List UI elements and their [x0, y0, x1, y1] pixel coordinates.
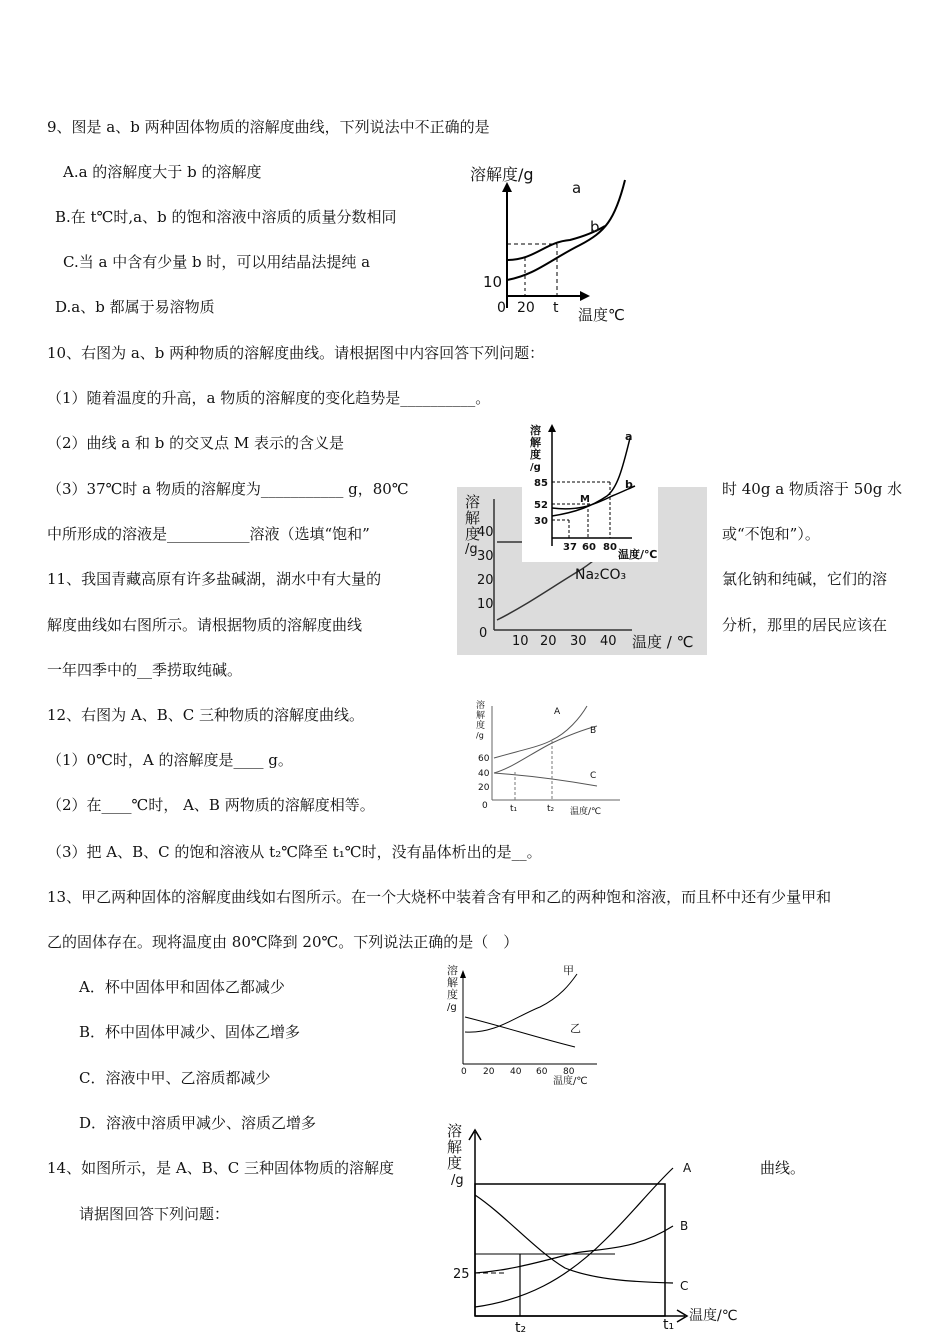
q14-fig-ylabel-4: /g	[451, 1173, 464, 1188]
q10-fig-y-tick-30: 30	[534, 516, 548, 527]
q10-fig-x-tick-60: 60	[582, 542, 596, 553]
q13-fig-curve-yi-label: 乙	[570, 1022, 581, 1035]
q10-fig-x-tick-80: 80	[603, 542, 617, 553]
q13-fig-xlabel: 温度/℃	[553, 1076, 588, 1087]
q13-fig-ylabel-4: /g	[447, 1002, 457, 1013]
q9-fig-x-tick-0: 0	[497, 300, 506, 316]
q13-option-b: B．杯中固体甲减少、固体乙增多	[79, 1023, 301, 1041]
q10-fig-x-tick-37: 37	[563, 542, 577, 553]
q14-fig-x-tick-t2: t₂	[515, 1320, 527, 1336]
q10-solubility-figure	[522, 416, 658, 562]
q11-fig-ylabel-4: /g	[465, 542, 478, 557]
q14-stem-left: 14、如图所示，是 A、B、C 三种固体物质的溶解度	[47, 1159, 394, 1177]
q9-fig-curve-a-label: a	[572, 179, 582, 197]
q14-fig-curve-a-label: A	[683, 1161, 692, 1175]
q9-stem: 9、图是 a、b 两种固体物质的溶解度曲线，下列说法中不正确的是	[47, 118, 490, 136]
q11-fig-x-tick-30: 30	[570, 634, 587, 649]
q12-fig-ylabel-2: 解	[476, 711, 486, 721]
q11-fig-series-label: Na₂CO₃	[575, 567, 627, 583]
q9-option-d: D.a、b 都属于易溶物质	[55, 298, 215, 316]
q11-line2-left: 解度曲线如右图所示。请根据物质的溶解度曲线	[47, 616, 363, 634]
q13-fig-x-tick-80: 80	[563, 1067, 575, 1077]
q10-part2: （2）曲线 a 和 b 的交叉点 M 表示的含义是	[47, 434, 345, 452]
q14-fig-ylabel-1: 溶	[447, 1122, 463, 1140]
q9-option-a: A.a 的溶解度大于 b 的溶解度	[63, 163, 262, 181]
q11-line2-right: 分析，那里的居民应该在	[722, 616, 888, 634]
q14-fig-curve-c-label: C	[680, 1279, 689, 1293]
q12-fig-ylabel-1: 溶	[476, 701, 486, 711]
q13-fig-x-tick-40: 40	[510, 1067, 522, 1077]
q10-part3-right: 时 40g a 物质溶于 50g 水	[722, 480, 903, 498]
q11-fig-y-tick-0: 0	[479, 626, 488, 641]
q11-line1-right: 氯化钠和纯碱，它们的溶	[722, 570, 888, 588]
q11-fig-x-tick-10: 10	[512, 634, 529, 649]
q12-fig-y-tick-60: 60	[478, 754, 490, 764]
q13-fig-x-tick-0: 0	[461, 1067, 467, 1077]
q13-fig-ylabel-3: 度	[447, 988, 458, 1001]
q13-fig-x-tick-60: 60	[536, 1067, 548, 1077]
q10-fig-ylabel-2: 解	[530, 436, 541, 449]
q10-fig-ylabel-1: 溶	[530, 424, 541, 437]
q11-fig-y-tick-20: 20	[477, 573, 494, 588]
q14-fig-ylabel-2: 解	[447, 1138, 463, 1156]
q11-fig-ylabel-2: 解	[465, 509, 481, 527]
q12-fig-curve-b-label: B	[590, 726, 597, 736]
q12-fig-curve-c-label: C	[590, 771, 597, 781]
q11-fig-ylabel-1: 溶	[465, 493, 481, 511]
q12-fig-y-tick-40: 40	[478, 769, 490, 779]
q10-fig-xlabel: 温度/℃	[618, 548, 658, 561]
q9-fig-x-tick-20: 20	[517, 300, 535, 316]
q13-option-a: A．杯中固体甲和固体乙都减少	[79, 978, 285, 996]
q9-fig-y-tick: 10	[483, 273, 503, 291]
q11-fig-x-tick-20: 20	[540, 634, 557, 649]
q14-solubility-figure	[445, 1120, 745, 1342]
q13-fig-x-tick-20: 20	[483, 1067, 495, 1077]
q10-stem: 10、右图为 a、b 两种物质的溶解度曲线。请根据图中内容回答下列问题：	[47, 344, 545, 362]
q14-stem-right: 曲线。	[760, 1159, 806, 1177]
q11-fig-y-tick-30: 30	[477, 549, 494, 564]
q12-part2: （2）在____℃时， A、B 两物质的溶解度相等。	[47, 796, 375, 814]
q11-fig-y-tick-10: 10	[477, 597, 494, 612]
q9-solubility-figure	[465, 160, 645, 325]
q11-fig-x-tick-40: 40	[600, 634, 617, 649]
q13-stem-line2: 乙的固体存在。现将温度由 80℃降到 20℃。下列说法正确的是（ ）	[47, 933, 519, 951]
q9-fig-curve-b-label: b	[590, 218, 600, 236]
q14-fig-y-tick-25: 25	[453, 1267, 470, 1282]
q11-fig-ylabel-3: 度	[465, 525, 481, 543]
q10-fig-ylabel-4: /g	[530, 462, 541, 473]
q14-fig-xlabel: 温度/℃	[689, 1308, 738, 1324]
q9-fig-x-tick-t: t	[553, 300, 559, 316]
q13-fig-ylabel-2: 解	[447, 976, 458, 989]
q14-fig-ylabel-3: 度	[447, 1154, 463, 1172]
q12-stem: 12、右图为 A、B、C 三种物质的溶解度曲线。	[47, 706, 364, 724]
q12-fig-ylabel-4: /g	[476, 731, 484, 740]
q14-stem-line2: 请据图回答下列问题：	[79, 1205, 230, 1223]
q13-option-d: D．溶液中溶质甲减少、溶质乙增多	[79, 1114, 317, 1132]
q10-fig-point-m: M	[580, 494, 590, 505]
q12-fig-y-tick-20: 20	[478, 783, 490, 793]
q12-fig-curve-a-label: A	[554, 707, 561, 717]
q14-fig-x-tick-t1: t₁	[663, 1317, 675, 1333]
q12-part1: （1）0℃时，A 的溶解度是____ g。	[47, 751, 293, 769]
q12-fig-x-tick-t1: t₁	[510, 804, 518, 814]
q11-line1-left: 11、我国青藏高原有许多盐碱湖，湖水中有大量的	[47, 570, 382, 588]
q12-fig-x-tick-t2: t₂	[547, 804, 555, 814]
q10-part4-left: 中所形成的溶液是___________溶液（选填“饱和”	[47, 525, 370, 543]
q12-part3: （3）把 A、B、C 的饱和溶液从 t₂℃降至 t₁℃时，没有晶体析出的是__。	[47, 843, 542, 861]
q9-option-c: C.当 a 中含有少量 b 时，可以用结晶法提纯 a	[63, 253, 371, 271]
q10-fig-curve-b-label: b	[625, 478, 633, 491]
q10-fig-y-tick-52: 52	[534, 500, 548, 511]
q13-fig-curve-jia-label: 甲	[563, 964, 574, 977]
q12-fig-xlabel: 温度/℃	[570, 807, 602, 817]
q9-fig-xlabel: 温度℃	[578, 306, 625, 324]
q13-stem-line1: 13、甲乙两种固体的溶解度曲线如右图所示。在一个大烧杯中装着含有甲和乙的两种饱和溶液，而且杯中还有少量甲和	[47, 888, 832, 906]
q13-fig-ylabel-1: 溶	[447, 964, 458, 977]
q10-fig-curve-a-label: a	[625, 430, 633, 443]
q10-fig-ylabel-3: 度	[530, 448, 541, 461]
q10-part4-right: 或“不饱和”）。	[722, 525, 820, 543]
q10-part3-left: （3）37℃时 a 物质的溶解度为___________ g，80℃	[47, 480, 409, 498]
q11-fig-y-tick-40: 40	[477, 525, 494, 540]
q10-fig-y-tick-85: 85	[534, 478, 548, 489]
q12-fig-ylabel-3: 度	[476, 721, 486, 731]
q11-fig-xlabel: 温度 / ℃	[632, 633, 694, 651]
q10-part1: （1）随着温度的升高，a 物质的溶解度的变化趋势是__________。	[47, 389, 491, 407]
q9-option-b: B.在 t℃时,a、b 的饱和溶液中溶质的质量分数相同	[55, 208, 397, 226]
q11-line3: 一年四季中的__季捞取纯碱。	[47, 661, 243, 679]
q13-solubility-figure	[445, 962, 605, 1090]
q13-option-c: C．溶液中甲、乙溶质都减少	[79, 1069, 271, 1087]
q14-fig-curve-b-label: B	[680, 1219, 689, 1233]
q12-solubility-figure	[472, 698, 627, 820]
q9-fig-ylabel: 溶解度/g	[470, 165, 534, 184]
q12-fig-y-tick-0: 0	[482, 801, 488, 811]
